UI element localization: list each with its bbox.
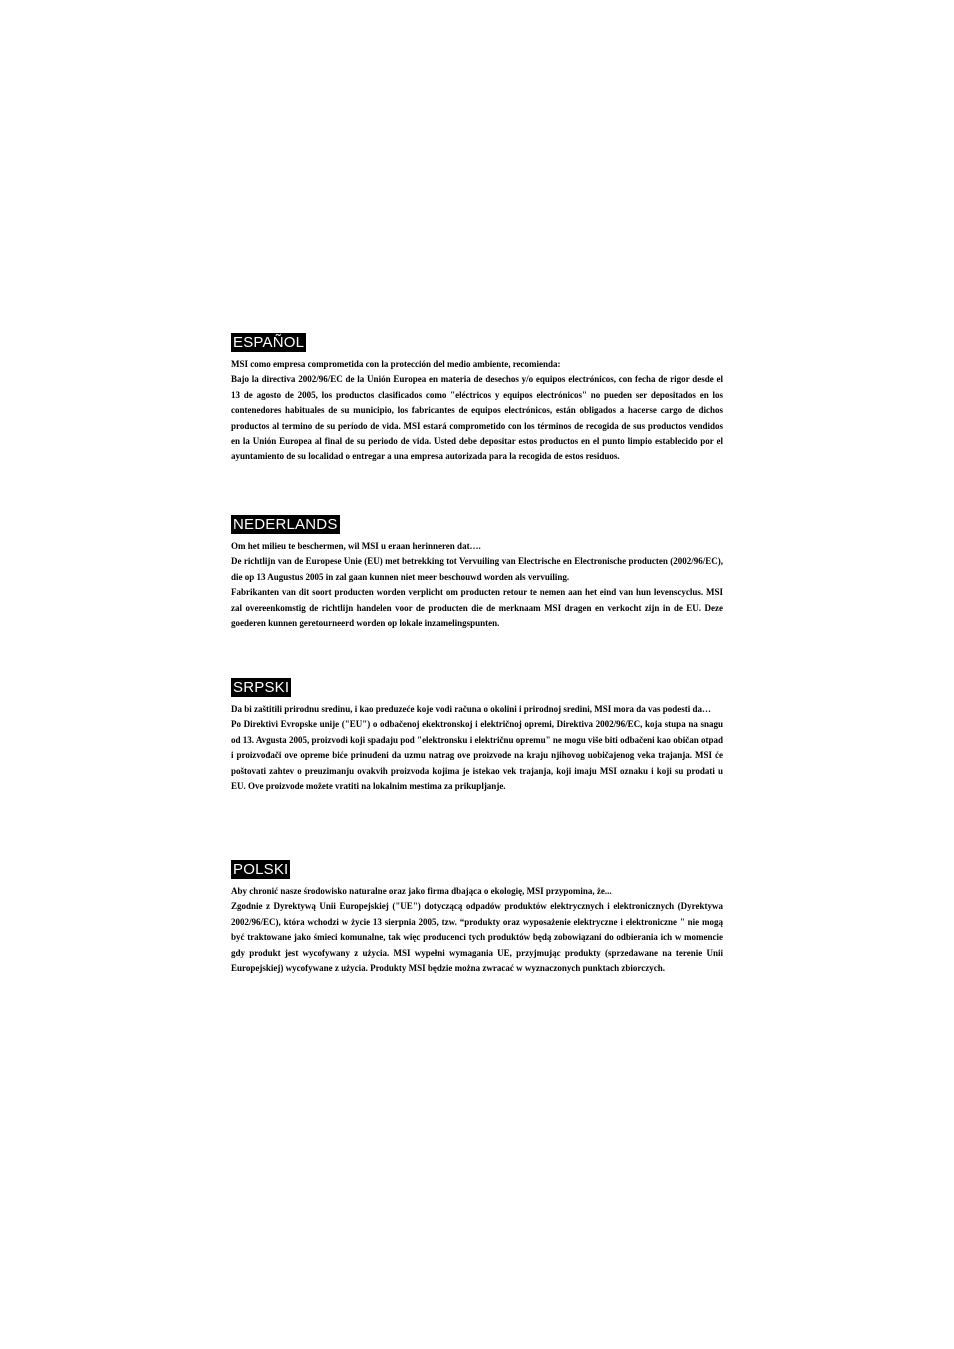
section-paragraph: Fabrikanten van dit soort producten worden verplicht om producten retour te nemen aan het eind van hun levenscyclus. MSI zal overeenkomstig de richtlijn handelen voor de producten die de merknaam MSI dragen en verkocht zijn in de EU. Deze goederen kunnen geretourneerd worden op lokale inzamelingspunten. <box>231 587 723 629</box>
section-intro: MSI como empresa comprometida con la protección del medio ambiente, recomienda: <box>231 359 561 369</box>
section-intro: Om het milieu te beschermen, wil MSI u eraan herinneren dat…. <box>231 541 481 551</box>
section-nederlands <box>231 515 723 631</box>
section-paragraph: Bajo la directiva 2002/96/EC de la Unión Europea en materia de desechos y/o equipos electrónicos, con fecha de rigor desde el 13 de agosto de 2005, los productos clasificados como "eléctricos y equipos electrónicos" no pueden ser depositados en los contenedores habituales de su municipio, los fabricantes de equipos electrónicos, están obligados a hacerse cargo de dichos productos al termino de su período de vida. MSI estará comprometido con los términos de recogida de sus productos vendidos en la Unión Europea al final de su periodo de vida. Usted debe depositar estos productos en el punto limpio establecido por el ayuntamiento de su localidad o entregar a una empresa autorizada para la recogida de estos residuos. <box>231 374 723 462</box>
section-espanol <box>231 333 723 465</box>
section-intro: Da bi zaštitili prirodnu sredinu, i kao preduzeće koje vodi računa o okolini i prirodnoj sredini, MSI mora da vas podesti da… <box>231 704 711 714</box>
section-heading: NEDERLANDS <box>233 516 338 533</box>
section-intro: Aby chronić nasze środowisko naturalne oraz jako firma dbająca o ekologię, MSI przypomina, że... <box>231 886 612 896</box>
section-heading: SRPSKI <box>233 679 290 696</box>
section-heading: ESPAÑOL <box>233 334 305 351</box>
section-srpski <box>231 678 723 794</box>
section-polski <box>231 860 723 976</box>
section-paragraph: De richtlijn van de Europese Unie (EU) met betrekking tot Vervuiling van Electrische en Electronische producten (2002/96/EC), die op 13 Augustus 2005 in zal gaan kunnen niet meer beschouwd worden als vervuiling. <box>231 556 723 582</box>
section-paragraph: Zgodnie z Dyrektywą Unii Europejskiej ("UE") dotyczącą odpadów produktów elektrycznych i elektronicznych (Dyrektywa 2002/96/EC), która wchodzi w życie 13 sierpnia 2005, tzw. “produkty oraz wyposażenie elektryczne i elektroniczne " nie mogą być traktowane jako śmieci komunalne, tak więc producenci tych produktów będą zobowiązani do odbierania ich w momencie gdy produkt jest wycofywany z użycia. MSI wypełni wymagania UE, przyjmując produkty (sprzedawane na terenie Unii Europejskiej) wycofywane z użycia. Produkty MSI będzie można zwracać w wyznaczonych punktach zbiorczych. <box>231 901 723 974</box>
section-heading: POLSKI <box>233 861 289 878</box>
section-paragraph: Po Direktivi Evropske unije ("EU") o odbačenoj ekektronskoj i električnoj opremi, Direktiva 2002/96/EC, koja stupa na snagu od 13. Avgusta 2005, proizvodi koji spadaju pod "elektronsku i električnu opremu" ne mogu više biti odbačeni kao običan otpad i proizvođači ove opreme biće prinuđeni da uzmu natrag ove proizvode na kraju njihovog uobičajenog veka trajanja. MSI će poštovati zahtev o preuzimanju ovakvih proizvoda kojima je istekao vek trajanja, koji imaju MSI oznaku i koji su prodati u EU. Ove proizvode možete vratiti na lokalnim mestima za prikupljanje. <box>231 719 723 792</box>
